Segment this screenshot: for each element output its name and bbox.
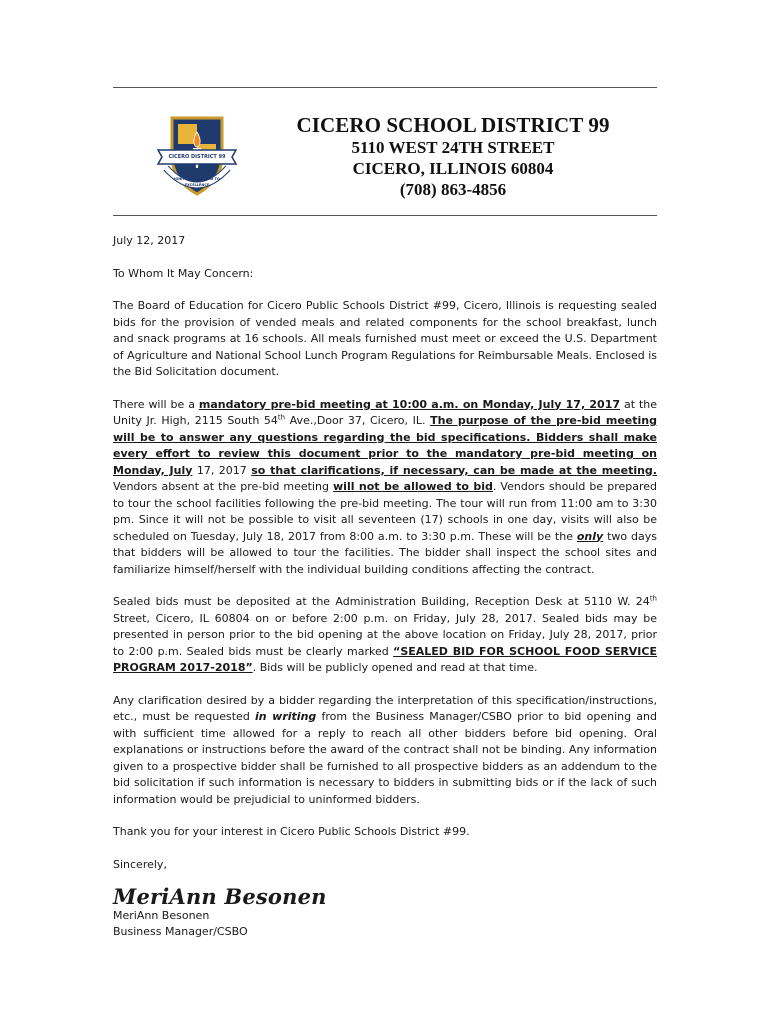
p2-meeting-purpose: The purpose of the pre-bid meeting will be to answer any questions regarding the bid specifications. Bidders shall make every effort to review this document prior to the mandatory pre-bid meeting on Monday, July bbox=[113, 414, 657, 477]
paragraph-clarification bbox=[113, 693, 657, 809]
p2-not-allowed: will not be allowed to bid bbox=[333, 480, 493, 493]
p3-bid-marking: “SEALED BID FOR SCHOOL FOOD SERVICE PROGRAM 2017-2018” bbox=[113, 644, 657, 674]
p2-text-4: 17, 2017 bbox=[192, 463, 252, 477]
p2-text-1: There will be a bbox=[113, 397, 199, 411]
letter-body bbox=[113, 233, 657, 941]
signer-title: Business Manager/CSBO bbox=[113, 925, 248, 938]
logo-banner-text: CICERO DISTRICT 99 bbox=[168, 154, 226, 160]
letter-closing: Sincerely, bbox=[113, 857, 167, 871]
district-phone: (708) 863-4856 bbox=[399, 180, 507, 199]
district-logo bbox=[152, 110, 242, 200]
p4-text-2: from the Business Manager/CSBO prior to bid opening and with sufficient time allowed for a reply to reach all other bidders before bid opening. Oral explanations or instructions before the award of the contract shall not be binding. Any information given to a prospective bidder shall be furnished to all prospective bidders as an addendum to the bid solicitation if such information is necessary to bidders in submitting bids or if the lack of such information would be prejudicial to uninformed bidders. bbox=[113, 710, 657, 806]
p2-clarifications: so that clarifications, if necessary, can be made at the meeting. bbox=[251, 463, 657, 477]
p2-meeting-date: mandatory pre-bid meeting at 10:00 a.m. on Monday, July 17, 2017 bbox=[198, 397, 621, 411]
paragraph-sealed-bids bbox=[113, 594, 657, 677]
p2-text-3: Ave.,Door 37, Cicero, IL. bbox=[285, 414, 431, 427]
letterhead-bottom-rule bbox=[113, 215, 657, 216]
p2-text-7: two days that bidders will be allowed to tour the facilities. The bidder shall inspect the school sites and familiarize himself/herself with the individual building conditions affecting the contract. bbox=[113, 529, 657, 576]
signer-block bbox=[113, 908, 657, 941]
p2-sup-1: th bbox=[277, 413, 286, 422]
district-name: CICERO SCHOOL DISTRICT 99 bbox=[296, 113, 610, 137]
p2-text-5: Vendors absent at the pre-bid meeting bbox=[113, 480, 334, 493]
letterhead bbox=[290, 113, 616, 200]
district-city: CICERO, ILLINOIS 60804 bbox=[352, 159, 554, 178]
p2-text-2: at the Unity Jr. High, 2115 South 54 bbox=[113, 397, 658, 427]
letter-salutation: To Whom It May Concern: bbox=[113, 266, 254, 280]
signer-name: MeriAnn Besonen bbox=[113, 908, 210, 922]
paragraph-bid-request: The Board of Education for Cicero Public Schools District #99, Cicero, Illinois is requesting sealed bids for the provision of vended meals and related components for the school breakfast, lunch and snack programs at 16 schools. All meals furnished must meet or exceed the U.S. Department of Agriculture and National School Lunch Program Regulations for Reimbursable Meals. Enclosed is the Bid Solicitation document. bbox=[113, 299, 657, 378]
signature: MeriAnn Besonen bbox=[113, 884, 327, 909]
paragraph-thank-you: Thank you for your interest in Cicero Public Schools District #99. bbox=[113, 825, 470, 838]
logo-arc-text: IGNITING THE ROAD TO EXCELLENCE bbox=[174, 177, 220, 187]
district-street: 5110 WEST 24TH STREET bbox=[351, 138, 555, 157]
letterhead-top-rule bbox=[113, 87, 657, 88]
p4-in-writing: in writing bbox=[255, 710, 317, 723]
p3-sup-1: th bbox=[649, 594, 657, 603]
p2-only: only bbox=[576, 529, 604, 543]
letter-date: July 12, 2017 bbox=[113, 234, 186, 247]
p2-text-6: . Vendors should be prepared to tour the school facilities following the pre-bid meeting. The tour will run from 11:00 am to 3:30 pm. Since it will not be possible to visit all seventeen (17) schools in one day, visits will also be scheduled on Tuesday, July 18, 2017 from 8:00 a.m. to 3:30 p.m. These will be the bbox=[113, 480, 657, 543]
p3-text-2: Street, Cicero, IL 60804 on or before 2:00 p.m. on Friday, July 28, 2017. Sealed bids may be presented in person prior to the bid opening at the above location on Friday, July 28, 2017, prior to 2:00 p.m. Sealed bids must be clearly marked bbox=[113, 611, 657, 658]
p3-text-3: . Bids will be publicly opened and read at that time. bbox=[252, 661, 538, 674]
p4-text-1: Any clarification desired by a bidder regarding the interpretation of this specification/instructions, etc., must be requested bbox=[113, 693, 657, 723]
paragraph-pre-bid-meeting bbox=[113, 397, 657, 579]
p3-text-1: Sealed bids must be deposited at the Administration Building, Reception Desk at 5110 W. 24 bbox=[113, 595, 650, 608]
